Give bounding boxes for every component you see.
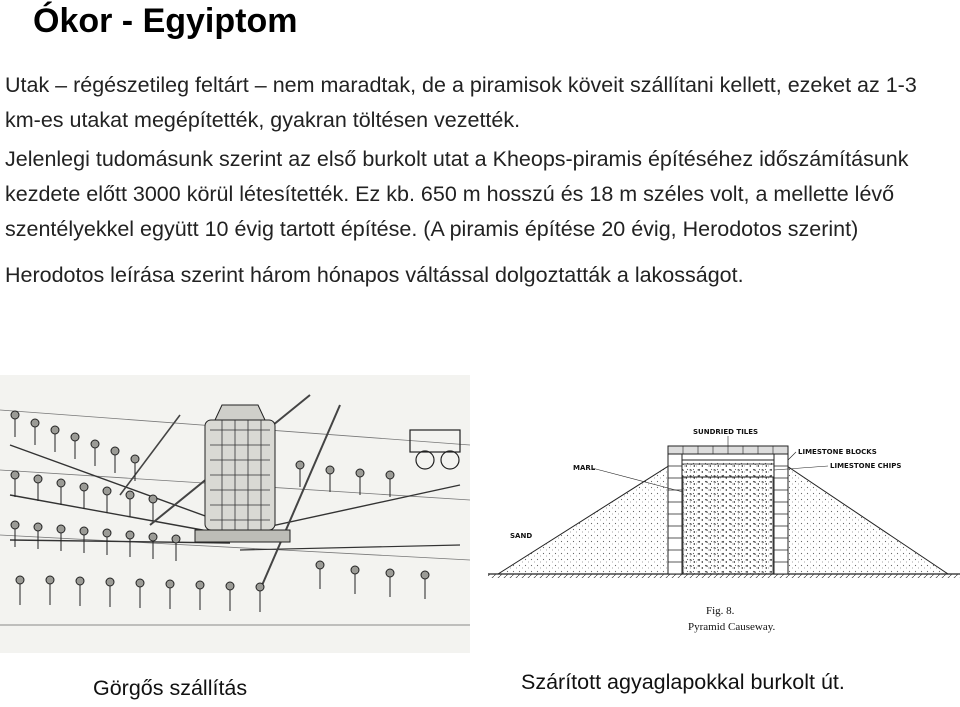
label-limestone-blocks: LIMESTONE BLOCKS <box>798 448 877 456</box>
slide-title: Ókor - Egyiptom <box>33 2 298 40</box>
roller-transport-relief-image <box>0 375 470 653</box>
paragraph-herodotos: Herodotos leírása szerint három hónapos váltással dolgoztatták a lakosságot. <box>5 263 744 287</box>
label-marl: MARL <box>573 464 596 472</box>
label-sand: SAND <box>510 532 533 540</box>
label-limestone-chips: LIMESTONE CHIPS <box>830 462 902 470</box>
figure-number: Fig. 8. <box>706 605 735 617</box>
caption-roller-transport: Görgős szállítás <box>93 676 248 700</box>
slide-body <box>5 68 957 293</box>
caption-paved-road: Szárított agyaglapokkal burkolt út. <box>521 670 845 694</box>
pyramid-causeway-diagram <box>488 402 960 650</box>
label-sundried-tiles: SUNDRIED TILES <box>693 428 759 436</box>
paragraph-first-paved-road: Jelenlegi tudomásunk szerint az első burkolt utat a Kheops-piramis építéséhez időszámításunk kezdete előtt 3000 körül létesítették. Ez kb. 650 m hosszú és 18 m széles volt, a mellette lévő szentélyekkel együtt 10 évig tartott építése. (A piramis építése 20 évig, Herodotos szerint) <box>5 147 909 241</box>
figure-title: Pyramid Causeway. <box>688 621 776 633</box>
paragraph-roads: Utak – régészetileg feltárt – nem maradtak, de a piramisok köveit szállítani kellett, ezeket az 1-3 km-es utakat megépítették, gyakran töltésen vezették. <box>5 73 917 132</box>
